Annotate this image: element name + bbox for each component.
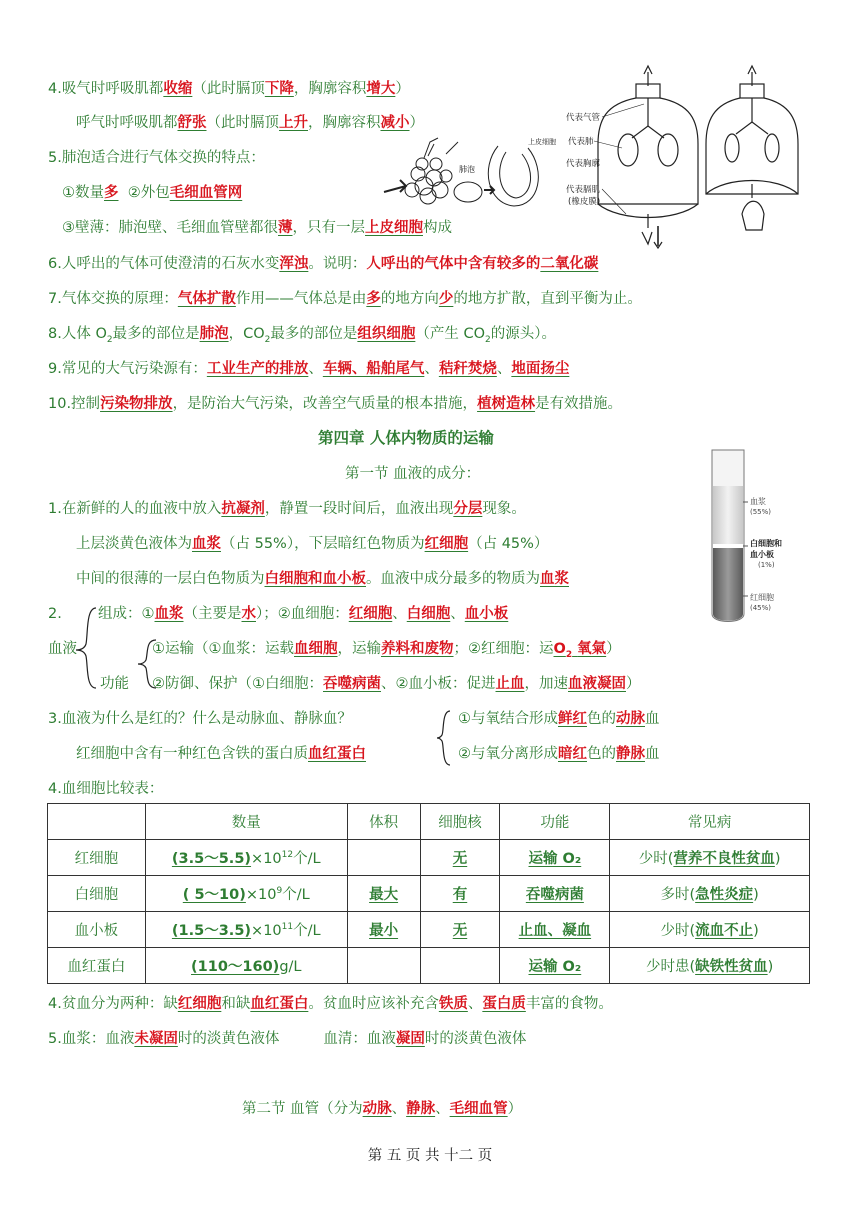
table-row [48, 948, 810, 984]
plasma-serum-line: 5.血浆：血液未凝固时的淡黄色液体 血清：血液凝固时的淡黄色液体 [48, 1031, 527, 1047]
table-row [48, 912, 810, 948]
cell-nucleus: 无 [420, 912, 500, 948]
label-diaphragm: 代表膈肌 [566, 185, 601, 195]
table-header: 体积 [347, 804, 420, 840]
blood-q3-venous: ②与氧分离形成暗红色的静脉血 [458, 746, 660, 762]
blood-function-defense: ②防御、保护（①白细胞：吞噬病菌、②血小板：促进止血，加速血液凝固） [152, 676, 641, 692]
cell-count: ( $5\sim 10)\times 10^9$个/L [145, 876, 347, 912]
tube-rbc-pct: (45%) [750, 604, 772, 612]
cell-volume [347, 948, 420, 984]
section-1-title: 第一节 血液的成分： [345, 466, 481, 482]
tube-wbc-label2: 血小板 [750, 550, 774, 559]
blood-q3-hemoglobin: 红细胞中含有一种红色含铁的蛋白质血红蛋白 [76, 746, 366, 762]
q7: 7.气体交换的原理：气体扩散作用——气体总是由多的地方向少的地方扩散，直到平衡为止。 [48, 291, 642, 307]
blood-function-label: 功能 [100, 676, 129, 692]
label-trachea: 代表气管 [566, 113, 601, 123]
alveoli-label: 肺泡 [459, 165, 475, 174]
cell-nucleus: 有 [420, 876, 500, 912]
page-footer: 第 五 页 共 十二 页 [367, 1148, 493, 1164]
cell-disease: 少时患(缺铁性贫血) [610, 948, 810, 984]
blood-q1-middle: 中间的很薄的一层白色物质为白细胞和血小板。血液中成分最多的物质为血浆 [76, 571, 569, 587]
blood-q2-label: 血液 [48, 641, 77, 657]
q5-line1: ①数量多 ②外包毛细血管网 [62, 185, 243, 201]
label-thorax: 代表胸廓 [566, 159, 601, 169]
lung-model-figure [566, 64, 806, 252]
cell-disease: 多时(急性炎症) [610, 876, 810, 912]
cell-volume [347, 840, 420, 876]
table-row [48, 876, 810, 912]
tube-plasma-label: 血浆 [750, 497, 766, 506]
table-header-row [48, 804, 810, 840]
q9: 9.常见的大气污染源有：工业生产的排放、车辆、船舶尾气、秸秆焚烧、地面扬尘 [48, 361, 570, 377]
tube-plasma-pct: (55%) [750, 508, 772, 516]
q8: 8.人体 $O_2$最多的部位是肺泡，$CO_2$最多的部位是组织细胞（产生 $CO_2$的源头）。 [48, 326, 557, 345]
brace-hemoglobin [436, 709, 456, 767]
chapter-title: 第四章 人体内物质的运输 [318, 429, 494, 447]
test-tube-figure [700, 446, 860, 626]
cell-volume: 最小 [347, 912, 420, 948]
anemia-line: 4.贫血分为两种：缺红细胞和缺血红蛋白。贫血时应该补充含铁质、蛋白质丰富的食物。 [48, 996, 613, 1012]
cell-volume: 最大 [347, 876, 420, 912]
blood-q1: 1.在新鲜的人的血液中放入抗凝剂，静置一段时间后，血液出现分层现象。 [48, 501, 526, 517]
cell-function: 运输 O₂ [500, 840, 610, 876]
alveoli-figure [376, 134, 566, 216]
cell-name: 血小板 [48, 912, 146, 948]
q4-inhale: 4.吸气时呼吸肌都收缩（此时膈顶下降，胸廓容积增大） [48, 81, 410, 97]
cell-name: 红细胞 [48, 840, 146, 876]
blood-q2-num: 2. [48, 606, 62, 622]
blood-composition: 组成：①血浆（主要是水）；②血细胞：红细胞、白细胞、血小板 [98, 606, 509, 622]
cell-nucleus: 无 [420, 840, 500, 876]
blood-q3-arterial: ①与氧结合形成鲜红色的动脉血 [458, 711, 660, 727]
table-header: 细胞核 [420, 804, 500, 840]
q5-title: 5.肺泡适合进行气体交换的特点： [48, 150, 265, 166]
q10: 10.控制污染物排放，是防治大气污染，改善空气质量的根本措施，植树造林是有效措施。 [48, 396, 623, 412]
blood-q1-layers: 上层淡黄色液体为血浆（占 55%），下层暗红色物质为红细胞（占 45%） [76, 536, 549, 552]
blood-cell-table [47, 803, 810, 984]
q6: 6.人呼出的气体可使澄清的石灰水变浑浊。说明：人呼出的气体中含有较多的二氧化碳 [48, 256, 599, 272]
cell-count: (110～160)g/L [145, 948, 347, 984]
cell-count: $(3.5\sim 5.5)\times 10^{12}$个/L [145, 840, 347, 876]
cell-disease: 少时(流血不止) [610, 912, 810, 948]
table-header: 功能 [500, 804, 610, 840]
cell-disease: 少时(营养不良性贫血) [610, 840, 810, 876]
section-2-title: 第二节 血管（分为动脉、静脉、毛细血管） [242, 1101, 523, 1117]
cell-name: 白细胞 [48, 876, 146, 912]
q4-exhale: 呼气时呼吸肌都舒张（此时膈顶上升，胸廓容积减小） [76, 115, 424, 131]
blood-q3: 3.血液为什么是红的？什么是动脉血、静脉血？ [48, 711, 352, 727]
tube-wbc-label: 白细胞和 [750, 539, 782, 548]
table-header [48, 804, 146, 840]
cell-name: 血红蛋白 [48, 948, 146, 984]
tube-rbc-label: 红细胞 [750, 593, 774, 602]
cell-function: 运输 O₂ [500, 948, 610, 984]
cell-nucleus [420, 948, 500, 984]
table-header: 数量 [145, 804, 347, 840]
q5-line2: ③壁薄：肺泡壁、毛细血管壁都很薄，只有一层上皮细胞构成 [62, 220, 452, 236]
blood-function-transport: ①运输（①血浆：运载血细胞，运输养料和废物；②红细胞：运$O_2$ 氧氣） [152, 641, 621, 660]
blood-cell-table-title: 4.血细胞比较表： [48, 781, 164, 797]
epithelial-label: 上皮细胞 [528, 138, 556, 146]
label-rubber: (橡皮膜) [568, 197, 601, 207]
cell-function: 止血、凝血 [500, 912, 610, 948]
cell-function: 吞噬病菌 [500, 876, 610, 912]
label-lung: 代表肺 [568, 137, 594, 147]
table-row [48, 840, 810, 876]
cell-count: $(1.5\sim 3.5)\times 10^{11}$个/L [145, 912, 347, 948]
tube-wbc-pct: (1%) [758, 561, 775, 569]
table-header: 常见病 [610, 804, 810, 840]
